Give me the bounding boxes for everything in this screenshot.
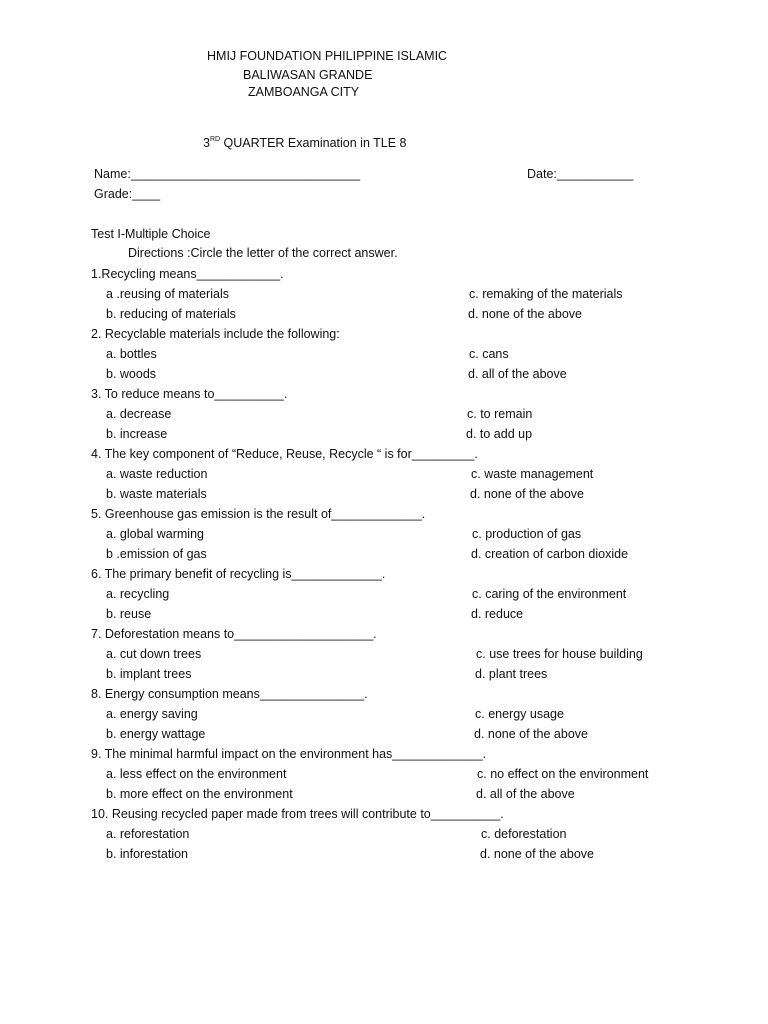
question-text: 9. The minimal harmful impact on the environment has_____________. bbox=[91, 747, 487, 761]
option-c: c. remaking of the materials bbox=[469, 287, 623, 301]
option-b: b. increase bbox=[106, 427, 168, 441]
option-b: b. reducing of materials bbox=[106, 307, 236, 321]
option-c: c. energy usage bbox=[475, 707, 564, 721]
option-d: d. plant trees bbox=[475, 667, 548, 681]
option-b: b. waste materials bbox=[106, 487, 207, 501]
option-b: b. reuse bbox=[106, 607, 152, 621]
date-field: Date:___________ bbox=[527, 167, 634, 181]
option-a: a. waste reduction bbox=[106, 467, 208, 481]
option-d: d. all of the above bbox=[468, 367, 567, 381]
option-d: d. to add up bbox=[466, 427, 533, 441]
question-text: 10. Reusing recycled paper made from trees will contribute to__________. bbox=[91, 807, 504, 821]
name-field: Name:_________________________________ bbox=[94, 167, 361, 181]
option-a: a. less effect on the environment bbox=[106, 767, 287, 781]
option-a: a. cut down trees bbox=[106, 647, 202, 661]
option-d: d. none of the above bbox=[468, 307, 582, 321]
option-b: b. more effect on the environment bbox=[106, 787, 293, 801]
option-c: c. cans bbox=[469, 347, 509, 361]
question-text: 6. The primary benefit of recycling is_____________. bbox=[91, 567, 386, 581]
school-city: ZAMBOANGA CITY bbox=[248, 85, 360, 99]
option-b: b. implant trees bbox=[106, 667, 192, 681]
grade-field: Grade:____ bbox=[94, 187, 161, 201]
option-d: d. reduce bbox=[471, 607, 524, 621]
option-a: a. reforestation bbox=[106, 827, 190, 841]
option-c: c. deforestation bbox=[481, 827, 567, 841]
option-b: b .emission of gas bbox=[106, 547, 207, 561]
exam-title: 3RD QUARTER Examination in TLE 8 bbox=[203, 136, 407, 150]
option-b: b. woods bbox=[106, 367, 157, 381]
question-text: 7. Deforestation means to____________________. bbox=[91, 627, 377, 641]
question-text: 4. The key component of “Reduce, Reuse, Recycle “ is for_________. bbox=[91, 447, 478, 461]
test-title: Test I-Multiple Choice bbox=[91, 227, 211, 241]
question-text: 1.Recycling means____________. bbox=[91, 267, 284, 281]
option-d: d. none of the above bbox=[474, 727, 588, 741]
school-name: HMIJ FOUNDATION PHILIPPINE ISLAMIC bbox=[207, 49, 448, 63]
option-d: d. all of the above bbox=[476, 787, 575, 801]
option-c: c. use trees for house building bbox=[476, 647, 643, 661]
option-c: c. to remain bbox=[467, 407, 533, 421]
option-d: d. none of the above bbox=[470, 487, 584, 501]
option-a: a. decrease bbox=[106, 407, 172, 421]
option-b: b. energy wattage bbox=[106, 727, 206, 741]
option-c: c. production of gas bbox=[472, 527, 582, 541]
question-text: 5. Greenhouse gas emission is the result of_____________. bbox=[91, 507, 426, 521]
option-a: a. recycling bbox=[106, 587, 170, 601]
option-c: c. waste management bbox=[471, 467, 594, 481]
question-text: 3. To reduce means to__________. bbox=[91, 387, 288, 401]
option-a: a. bottles bbox=[106, 347, 157, 361]
option-d: d. none of the above bbox=[480, 847, 594, 861]
option-d: d. creation of carbon dioxide bbox=[471, 547, 629, 561]
question-text: 8. Energy consumption means_______________. bbox=[91, 687, 368, 701]
option-a: a .reusing of materials bbox=[106, 287, 229, 301]
option-c: c. no effect on the environment bbox=[477, 767, 649, 781]
option-a: a. global warming bbox=[106, 527, 204, 541]
question-text: 2. Recyclable materials include the following: bbox=[91, 327, 340, 341]
option-c: c. caring of the environment bbox=[472, 587, 627, 601]
directions: Directions :Circle the letter of the correct answer. bbox=[128, 246, 398, 260]
option-b: b. inforestation bbox=[106, 847, 188, 861]
option-a: a. energy saving bbox=[106, 707, 198, 721]
school-location: BALIWASAN GRANDE bbox=[243, 68, 373, 82]
